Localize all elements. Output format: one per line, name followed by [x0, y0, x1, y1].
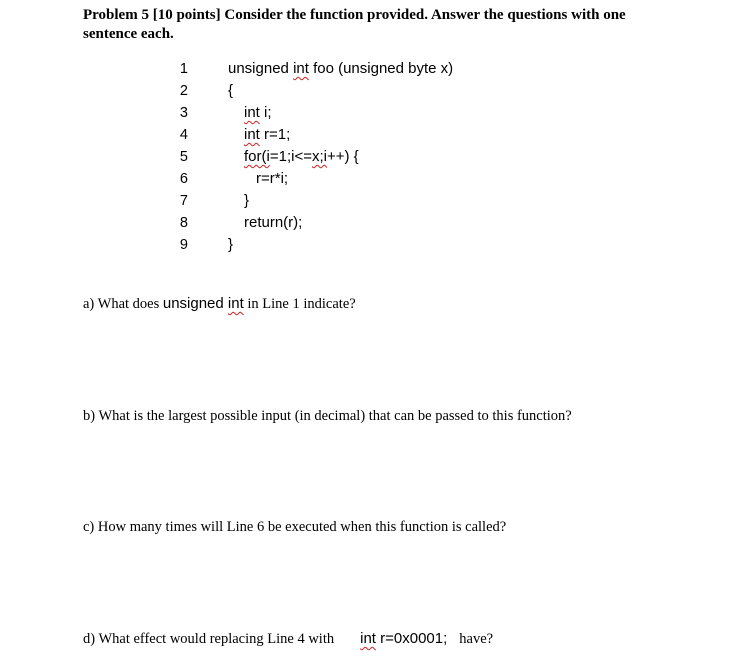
- question-b: b) What is the largest possible input (in decimal) that can be passed to this function?: [83, 408, 572, 424]
- code-token: =1;i<=: [269, 148, 312, 165]
- code-keyword: int: [227, 295, 244, 312]
- problem-header: Problem 5 [10 points] Consider the function provided. Answer the questions with one sentence each.: [83, 7, 626, 42]
- line-number: 2: [179, 83, 188, 99]
- code-token: unsigned: [228, 60, 294, 77]
- code-keyword: int: [293, 60, 309, 77]
- question-d: [83, 630, 493, 648]
- line-number: 9: [179, 237, 188, 253]
- code-line-8: return(r);: [244, 214, 303, 231]
- question-text: d) What effect would replacing Line 4 with: [83, 631, 335, 647]
- code-token: x;i: [311, 148, 327, 165]
- code-token: for(i: [244, 148, 270, 165]
- question-a: [83, 295, 356, 313]
- code-line-9: }: [228, 236, 234, 253]
- question-text: a) What does: [83, 296, 163, 312]
- code-line-2: {: [228, 82, 234, 99]
- code-line-6: r=r*i;: [256, 170, 289, 187]
- line-number: 4: [179, 127, 188, 143]
- question-text: have?: [459, 631, 494, 647]
- line-number: 5: [179, 149, 188, 165]
- question-text: in Line 1 indicate?: [243, 296, 356, 312]
- code-token: i;: [259, 104, 272, 121]
- question-code: [163, 295, 244, 312]
- line-number: 6: [179, 171, 188, 187]
- code-keyword: int: [244, 104, 260, 121]
- code-line-1: [228, 60, 453, 77]
- line-number: 7: [179, 193, 188, 209]
- code-token: foo (unsigned byte x): [308, 60, 454, 77]
- question-code: [360, 630, 447, 647]
- question-c: c) How many times will Line 6 be executed when this function is called?: [83, 519, 507, 535]
- line-number: 8: [179, 215, 188, 231]
- code-token: r=1;: [259, 126, 291, 143]
- code-keyword: int: [244, 126, 260, 143]
- code-token: ++) {: [326, 148, 359, 165]
- code-line-7: }: [244, 192, 250, 209]
- code-line-3: [244, 104, 272, 121]
- code-token: unsigned: [162, 295, 228, 312]
- code-token: r=0x0001;: [375, 630, 448, 647]
- line-number: 1: [179, 61, 188, 77]
- code-line-4: [244, 126, 290, 143]
- code-line-5: [244, 148, 359, 165]
- line-number: 3: [179, 105, 188, 121]
- code-keyword: int: [360, 630, 376, 647]
